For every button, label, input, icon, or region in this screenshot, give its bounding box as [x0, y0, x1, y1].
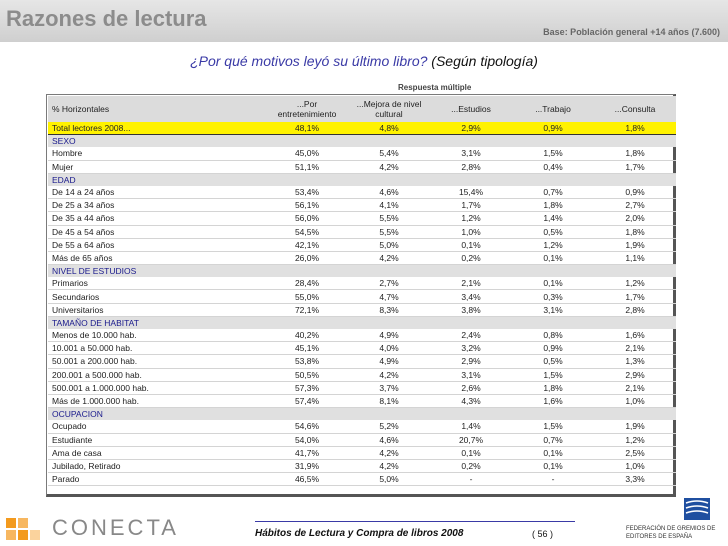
cell-value: 72,1% — [266, 303, 348, 316]
section-spacer — [266, 135, 348, 148]
table-header-row — [48, 96, 676, 122]
section-spacer — [266, 265, 348, 278]
row-label: Jubilado, Retirado — [48, 459, 266, 472]
cell-value: 1,4% — [430, 420, 512, 433]
cell-value: 45,1% — [266, 342, 348, 355]
section-header-row — [48, 408, 676, 421]
cell-value: 1,9% — [594, 420, 676, 433]
cell-value: 56,1% — [266, 199, 348, 212]
cell-value: 40,2% — [266, 329, 348, 342]
table-row — [48, 459, 676, 472]
row-label: Menos de 10.000 hab. — [48, 329, 266, 342]
cell-value: 1,0% — [594, 459, 676, 472]
cell-value: 1,8% — [512, 199, 594, 212]
row-label: Mujer — [48, 160, 266, 173]
table-row — [48, 381, 676, 394]
section-title: EDAD — [48, 173, 266, 186]
cell-value: 48,1% — [266, 122, 348, 135]
cell-value: 42,1% — [266, 238, 348, 251]
cell-value: 54,6% — [266, 420, 348, 433]
cell-value: 53,8% — [266, 355, 348, 368]
section-title: SEXO — [48, 135, 266, 148]
section-spacer — [594, 265, 676, 278]
section-header-row — [48, 316, 676, 329]
section-header-row — [48, 265, 676, 278]
column-header: ...Mejora de nivel cultural — [348, 96, 430, 122]
section-spacer — [430, 135, 512, 148]
cell-value: 3,1% — [512, 303, 594, 316]
section-spacer — [512, 265, 594, 278]
cell-value: 1,8% — [594, 122, 676, 135]
cell-value: 3,2% — [430, 342, 512, 355]
table-row — [48, 355, 676, 368]
table-row — [48, 251, 676, 264]
cell-value: 1,2% — [430, 212, 512, 225]
cell-value: 1,6% — [594, 329, 676, 342]
section-header-row — [48, 135, 676, 148]
section-spacer — [430, 408, 512, 421]
table-row — [48, 342, 676, 355]
cell-value: 0,7% — [512, 186, 594, 199]
cell-value: 55,0% — [266, 290, 348, 303]
row-label: Estudiante — [48, 433, 266, 446]
cell-value: 26,0% — [266, 251, 348, 264]
cell-value: 1,7% — [430, 199, 512, 212]
cell-value: 54,5% — [266, 225, 348, 238]
row-label: De 25 a 34 años — [48, 199, 266, 212]
cell-value: 20,7% — [430, 433, 512, 446]
cell-value: 2,0% — [594, 212, 676, 225]
cell-value: 31,9% — [266, 459, 348, 472]
cell-value: 4,2% — [348, 368, 430, 381]
cell-value: 1,5% — [512, 147, 594, 160]
row-label: Ama de casa — [48, 446, 266, 459]
cell-value: 3,8% — [430, 303, 512, 316]
row-label: Parado — [48, 473, 266, 486]
table-row — [48, 199, 676, 212]
table-row — [48, 160, 676, 173]
section-title: OCUPACION — [48, 408, 266, 421]
cell-value: 5,5% — [348, 212, 430, 225]
row-label: Más de 65 años — [48, 251, 266, 264]
cell-value: 4,2% — [348, 251, 430, 264]
cell-value: 0,7% — [512, 433, 594, 446]
cell-value: 4,1% — [348, 199, 430, 212]
table-row — [48, 446, 676, 459]
question — [0, 53, 728, 69]
table-row — [48, 212, 676, 225]
cell-value: - — [430, 473, 512, 486]
section-spacer — [594, 173, 676, 186]
cell-value: 2,9% — [594, 368, 676, 381]
cell-value: 54,0% — [266, 433, 348, 446]
cell-value: 1,1% — [594, 251, 676, 264]
cell-value: 2,9% — [430, 122, 512, 135]
row-label: De 14 a 24 años — [48, 186, 266, 199]
table-row — [48, 147, 676, 160]
table-row — [48, 473, 676, 486]
row-label: 500.001 a 1.000.000 hab. — [48, 381, 266, 394]
cell-value: 2,8% — [594, 303, 676, 316]
section-spacer — [430, 173, 512, 186]
footer-divider — [255, 521, 575, 522]
section-spacer — [430, 265, 512, 278]
row-label: Secundarios — [48, 290, 266, 303]
cell-value: 0,8% — [512, 329, 594, 342]
section-header-row — [48, 173, 676, 186]
cell-value: 2,1% — [594, 381, 676, 394]
cell-value: 4,8% — [348, 122, 430, 135]
cell-value: 0,5% — [512, 355, 594, 368]
cell-value: 56,0% — [266, 212, 348, 225]
cell-value: 1,5% — [512, 368, 594, 381]
cell-value: 1,4% — [512, 212, 594, 225]
question-main: ¿Por qué motivos leyó su último libro? — [190, 53, 428, 69]
cell-value: 1,2% — [594, 433, 676, 446]
row-label: 10.001 a 50.000 hab. — [48, 342, 266, 355]
row-label: De 45 a 54 años — [48, 225, 266, 238]
cell-value: 2,5% — [594, 446, 676, 459]
cell-value: 1,6% — [512, 394, 594, 407]
cell-value: 4,2% — [348, 160, 430, 173]
section-spacer — [594, 316, 676, 329]
cell-value: 50,5% — [266, 368, 348, 381]
table-row — [48, 238, 676, 251]
cell-value: 57,3% — [266, 381, 348, 394]
conecta-logo-text: CONECTA — [52, 515, 179, 540]
cell-value: 2,4% — [430, 329, 512, 342]
cell-value: 51,1% — [266, 160, 348, 173]
cell-value: 2,8% — [430, 160, 512, 173]
cell-value: 45,0% — [266, 147, 348, 160]
question-sub: (Según tipología) — [431, 53, 538, 69]
section-spacer — [594, 408, 676, 421]
response-type-label: Respuesta múltiple — [398, 83, 472, 92]
cell-value: 2,9% — [430, 355, 512, 368]
cell-value: 4,9% — [348, 329, 430, 342]
cell-value: 3,1% — [430, 147, 512, 160]
table-row — [48, 277, 676, 290]
page-title: Razones de lectura — [6, 6, 207, 31]
cell-value: 1,5% — [512, 420, 594, 433]
cell-value: 2,1% — [594, 342, 676, 355]
section-spacer — [348, 265, 430, 278]
cell-value: 0,1% — [512, 251, 594, 264]
section-spacer — [266, 408, 348, 421]
cell-value: 4,2% — [348, 446, 430, 459]
section-spacer — [430, 316, 512, 329]
row-label: Universitarios — [48, 303, 266, 316]
cell-value: 5,0% — [348, 238, 430, 251]
section-spacer — [512, 316, 594, 329]
table-row — [48, 290, 676, 303]
row-label: Hombre — [48, 147, 266, 160]
column-header: ...Por entretenimiento — [266, 96, 348, 122]
row-label: De 55 a 64 años — [48, 238, 266, 251]
cell-value: 1,0% — [430, 225, 512, 238]
cell-value: 0,3% — [512, 290, 594, 303]
table-row — [48, 303, 676, 316]
column-header: ...Estudios — [430, 96, 512, 122]
section-spacer — [266, 316, 348, 329]
table-row — [48, 394, 676, 407]
cell-value: 0,1% — [430, 446, 512, 459]
cell-value: 1,8% — [594, 225, 676, 238]
cell-value: 1,8% — [594, 147, 676, 160]
cell-value: 1,2% — [594, 277, 676, 290]
section-spacer — [348, 408, 430, 421]
cell-value: 15,4% — [430, 186, 512, 199]
cell-value: 3,1% — [430, 368, 512, 381]
cell-value: 3,3% — [594, 473, 676, 486]
cell-value: 57,4% — [266, 394, 348, 407]
cell-value: 53,4% — [266, 186, 348, 199]
cell-value: 8,3% — [348, 303, 430, 316]
cell-value: 4,7% — [348, 290, 430, 303]
cell-value: 1,7% — [594, 290, 676, 303]
cell-value: 0,2% — [430, 251, 512, 264]
row-label: 200.001 a 500.000 hab. — [48, 368, 266, 381]
cell-value: 3,7% — [348, 381, 430, 394]
cell-value: 1,7% — [594, 160, 676, 173]
table-row — [48, 329, 676, 342]
section-spacer — [512, 173, 594, 186]
cell-value: 0,2% — [430, 459, 512, 472]
cell-value: 4,2% — [348, 459, 430, 472]
cell-value: 41,7% — [266, 446, 348, 459]
row-label: Primarios — [48, 277, 266, 290]
section-title: TAMAÑO DE HABITAT — [48, 316, 266, 329]
column-header: % Horizontales — [48, 96, 266, 122]
cell-value: 5,2% — [348, 420, 430, 433]
section-spacer — [266, 173, 348, 186]
cell-value: 0,9% — [512, 342, 594, 355]
cell-value: 46,5% — [266, 473, 348, 486]
cell-value: 1,8% — [512, 381, 594, 394]
cell-value: 0,9% — [512, 122, 594, 135]
cell-value: 0,5% — [512, 225, 594, 238]
cell-value: 8,1% — [348, 394, 430, 407]
cell-value: 5,0% — [348, 473, 430, 486]
cell-value: 2,1% — [430, 277, 512, 290]
cell-value: 1,9% — [594, 238, 676, 251]
table-row — [48, 225, 676, 238]
cell-value: 2,7% — [348, 277, 430, 290]
table-row — [48, 368, 676, 381]
cell-value: 1,3% — [594, 355, 676, 368]
federacion-logo-text: FEDERACIÓN DE GREMIOS DE EDITORES DE ESPAÑA — [626, 526, 716, 540]
cell-value: 2,7% — [594, 199, 676, 212]
cell-value: 4,6% — [348, 186, 430, 199]
cell-value: 28,4% — [266, 277, 348, 290]
row-label: 50.001 a 200.000 hab. — [48, 355, 266, 368]
cell-value: 3,4% — [430, 290, 512, 303]
cell-value: 5,5% — [348, 225, 430, 238]
section-spacer — [348, 173, 430, 186]
section-spacer — [348, 135, 430, 148]
footer-title: Hábitos de Lectura y Compra de libros 2008 — [255, 528, 464, 539]
row-label: Más de 1.000.000 hab. — [48, 394, 266, 407]
cell-value: 0,1% — [512, 459, 594, 472]
row-label: De 35 a 44 años — [48, 212, 266, 225]
table-row — [48, 186, 676, 199]
cell-value: 1,0% — [594, 394, 676, 407]
cell-value: 0,1% — [512, 446, 594, 459]
section-spacer — [512, 408, 594, 421]
cell-value: 0,9% — [594, 186, 676, 199]
column-header: ...Consulta — [594, 96, 676, 122]
row-label: Ocupado — [48, 420, 266, 433]
section-spacer — [512, 135, 594, 148]
table-row — [48, 420, 676, 433]
section-spacer — [594, 135, 676, 148]
cell-value: 0,1% — [512, 277, 594, 290]
cell-value: 0,1% — [430, 238, 512, 251]
base-note: Base: Población general +14 años (7.600) — [543, 27, 720, 37]
cell-value: 4,0% — [348, 342, 430, 355]
cell-value: 4,9% — [348, 355, 430, 368]
cell-value: 5,4% — [348, 147, 430, 160]
section-title: NIVEL DE ESTUDIOS — [48, 265, 266, 278]
table-row — [48, 433, 676, 446]
cell-value: 4,3% — [430, 394, 512, 407]
cell-value: 1,2% — [512, 238, 594, 251]
cell-value: 2,6% — [430, 381, 512, 394]
row-label: Total lectores 2008... — [48, 122, 266, 135]
total-row — [48, 122, 676, 135]
data-table — [48, 96, 676, 486]
cell-value: 4,6% — [348, 433, 430, 446]
table-body — [48, 122, 676, 486]
column-header: ...Trabajo — [512, 96, 594, 122]
cell-value: 0,4% — [512, 160, 594, 173]
cell-value: - — [512, 473, 594, 486]
page-number: ( 56 ) — [532, 529, 554, 539]
section-spacer — [348, 316, 430, 329]
